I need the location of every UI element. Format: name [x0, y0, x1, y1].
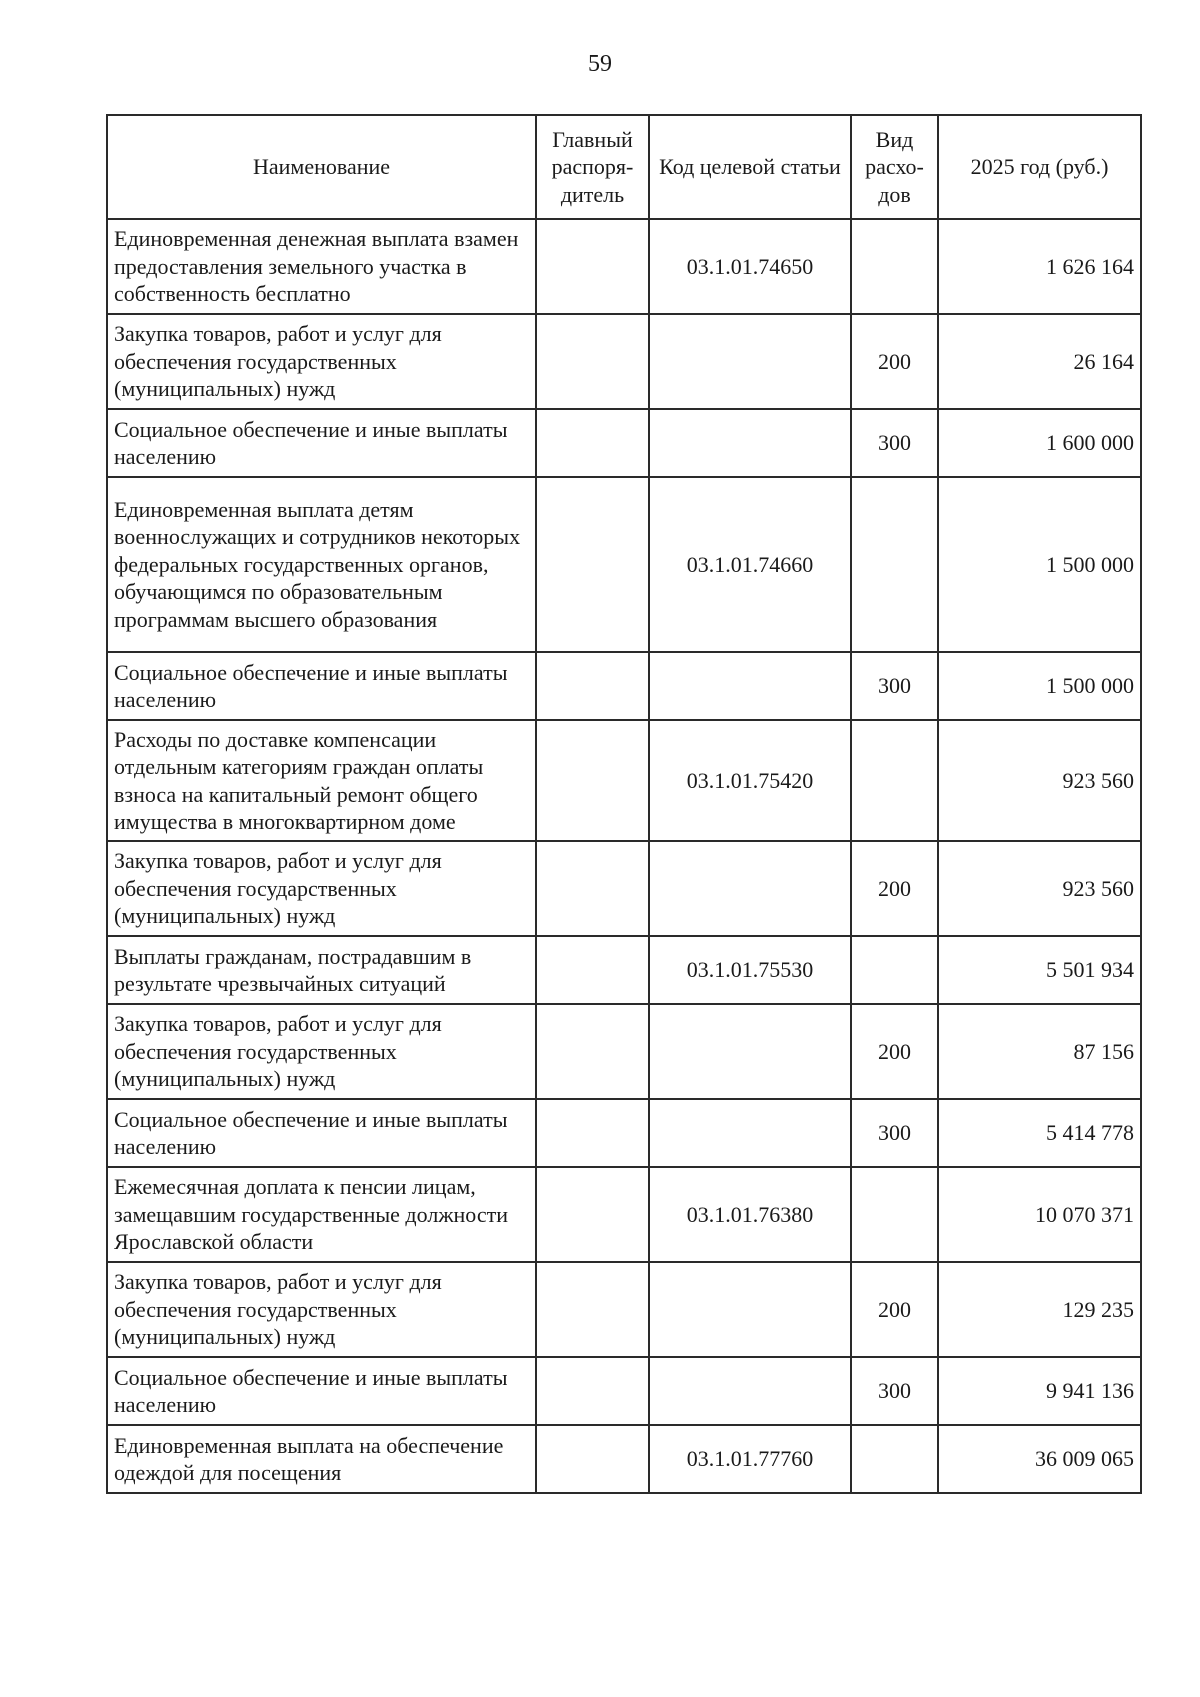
cell-amount: 9 941 136	[938, 1357, 1141, 1425]
cell-admin	[536, 1167, 649, 1262]
header-type: Вид расхо-дов	[851, 115, 938, 219]
cell-admin	[536, 1425, 649, 1493]
cell-type	[851, 720, 938, 841]
cell-amount: 5 414 778	[938, 1099, 1141, 1167]
cell-name: Закупка товаров, работ и услуг для обеспечения государственных (муниципальных) нужд	[107, 1262, 536, 1357]
cell-code: 03.1.01.77760	[649, 1425, 851, 1493]
cell-type: 200	[851, 314, 938, 409]
cell-name: Единовременная выплата на обеспечение одеждой для посещения	[107, 1425, 536, 1493]
cell-name: Социальное обеспечение и иные выплаты населению	[107, 1099, 536, 1167]
cell-code	[649, 409, 851, 477]
cell-amount: 1 600 000	[938, 409, 1141, 477]
cell-type: 200	[851, 1004, 938, 1099]
cell-admin	[536, 652, 649, 720]
cell-amount: 923 560	[938, 720, 1141, 841]
cell-admin	[536, 409, 649, 477]
table-row	[107, 1004, 1141, 1099]
header-name: Наименование	[107, 115, 536, 219]
cell-name: Социальное обеспечение и иные выплаты населению	[107, 409, 536, 477]
cell-code	[649, 1262, 851, 1357]
cell-type: 200	[851, 841, 938, 936]
cell-type	[851, 1425, 938, 1493]
cell-code: 03.1.01.75420	[649, 720, 851, 841]
cell-code	[649, 1099, 851, 1167]
cell-amount: 1 626 164	[938, 219, 1141, 314]
cell-amount: 5 501 934	[938, 936, 1141, 1004]
cell-name: Выплаты гражданам, пострадавшим в результате чрезвычайных ситуаций	[107, 936, 536, 1004]
cell-amount: 10 070 371	[938, 1167, 1141, 1262]
cell-code: 03.1.01.75530	[649, 936, 851, 1004]
cell-name: Единовременная выплата детям военнослужащих и сотрудников некоторых федеральных государственных органов, обучающимся по образовательным программам высшего образования	[107, 477, 536, 652]
cell-code	[649, 314, 851, 409]
table-row	[107, 1167, 1141, 1262]
table-row	[107, 936, 1141, 1004]
cell-code	[649, 1004, 851, 1099]
budget-table	[106, 114, 1142, 1494]
cell-amount: 923 560	[938, 841, 1141, 936]
table-header	[107, 115, 1141, 219]
cell-code	[649, 841, 851, 936]
cell-name: Закупка товаров, работ и услуг для обеспечения государственных (муниципальных) нужд	[107, 1004, 536, 1099]
table-row	[107, 652, 1141, 720]
cell-type	[851, 219, 938, 314]
table-row	[107, 409, 1141, 477]
cell-admin	[536, 1099, 649, 1167]
cell-admin	[536, 1262, 649, 1357]
cell-name: Единовременная денежная выплата взамен предоставления земельного участка в собственность бесплатно	[107, 219, 536, 314]
cell-type	[851, 936, 938, 1004]
cell-amount: 26 164	[938, 314, 1141, 409]
table-row	[107, 314, 1141, 409]
cell-amount: 87 156	[938, 1004, 1141, 1099]
table-row	[107, 1262, 1141, 1357]
cell-name: Социальное обеспечение и иные выплаты населению	[107, 1357, 536, 1425]
header-amount: 2025 год (руб.)	[938, 115, 1141, 219]
cell-amount: 1 500 000	[938, 477, 1141, 652]
table-row	[107, 841, 1141, 936]
table-body	[107, 219, 1141, 1493]
cell-name: Ежемесячная доплата к пенсии лицам, замещавшим государственные должности Ярославской области	[107, 1167, 536, 1262]
cell-type	[851, 1167, 938, 1262]
table-row	[107, 477, 1141, 652]
cell-admin	[536, 1357, 649, 1425]
cell-name: Социальное обеспечение и иные выплаты населению	[107, 652, 536, 720]
cell-type	[851, 477, 938, 652]
cell-admin	[536, 477, 649, 652]
cell-name: Закупка товаров, работ и услуг для обеспечения государственных (муниципальных) нужд	[107, 841, 536, 936]
header-row	[107, 115, 1141, 219]
cell-type: 200	[851, 1262, 938, 1357]
cell-code: 03.1.01.74650	[649, 219, 851, 314]
table-row	[107, 219, 1141, 314]
cell-type: 300	[851, 1099, 938, 1167]
cell-code	[649, 1357, 851, 1425]
cell-admin	[536, 841, 649, 936]
header-code: Код целевой статьи	[649, 115, 851, 219]
table-row	[107, 1357, 1141, 1425]
cell-amount: 1 500 000	[938, 652, 1141, 720]
cell-admin	[536, 219, 649, 314]
cell-admin	[536, 936, 649, 1004]
cell-code: 03.1.01.76380	[649, 1167, 851, 1262]
cell-name: Закупка товаров, работ и услуг для обеспечения государственных (муниципальных) нужд	[107, 314, 536, 409]
page-number: 59	[588, 51, 612, 77]
cell-amount: 36 009 065	[938, 1425, 1141, 1493]
cell-admin	[536, 1004, 649, 1099]
cell-admin	[536, 720, 649, 841]
header-admin: Главный распоря-дитель	[536, 115, 649, 219]
cell-admin	[536, 314, 649, 409]
table-row	[107, 1099, 1141, 1167]
cell-amount: 129 235	[938, 1262, 1141, 1357]
table-row	[107, 1425, 1141, 1493]
cell-type: 300	[851, 1357, 938, 1425]
table-row	[107, 720, 1141, 841]
cell-code	[649, 652, 851, 720]
cell-name: Расходы по доставке компенсации отдельным категориям граждан оплаты взноса на капитальный ремонт общего имущества в многоквартирном доме	[107, 720, 536, 841]
cell-code: 03.1.01.74660	[649, 477, 851, 652]
cell-type: 300	[851, 409, 938, 477]
cell-type: 300	[851, 652, 938, 720]
